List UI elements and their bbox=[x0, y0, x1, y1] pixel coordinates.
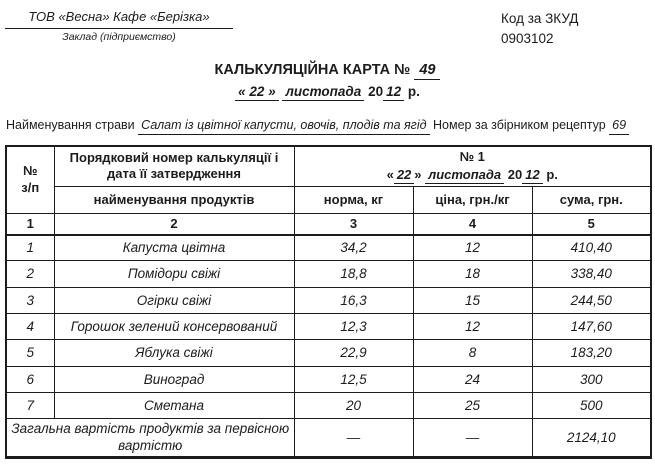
price-cell: 12 bbox=[413, 235, 532, 261]
price-cell: 8 bbox=[413, 340, 532, 366]
header-cell-row-number: № з/п bbox=[6, 146, 54, 214]
table-row bbox=[6, 261, 651, 287]
total-price-cell: — bbox=[413, 419, 532, 458]
header-cell-norm: норма, кг bbox=[294, 187, 413, 214]
column-index-1: 1 bbox=[6, 214, 54, 235]
sum-cell: 338,40 bbox=[532, 261, 651, 287]
header-cell-sum: сума, грн. bbox=[532, 187, 651, 214]
calc-date-day: 22 bbox=[394, 168, 414, 183]
column-index-row bbox=[6, 214, 651, 235]
date-day: 22 bbox=[249, 83, 265, 99]
product-cell: Сметана bbox=[54, 392, 294, 418]
norm-cell: 12,5 bbox=[294, 366, 413, 392]
product-cell: Виноград bbox=[54, 366, 294, 392]
dish-name: Салат із цвітної капусти, овочів, плодів та ягід bbox=[138, 119, 429, 135]
row-number-cell: 1 bbox=[6, 235, 54, 261]
column-index-5: 5 bbox=[532, 214, 651, 235]
row-number-cell: 6 bbox=[6, 366, 54, 392]
row-number-cell: 5 bbox=[6, 340, 54, 366]
product-cell: Яблука свіжі bbox=[54, 340, 294, 366]
total-label: Загальна вартість продуктів за первісною вартістю bbox=[6, 419, 294, 458]
sum-cell: 183,20 bbox=[532, 340, 651, 366]
calc-date-suffix: р. bbox=[546, 167, 558, 183]
date-year-prefix: 20 bbox=[368, 83, 384, 99]
row-number-cell: 7 bbox=[6, 392, 54, 418]
date-year: 12 bbox=[383, 85, 404, 101]
table-header-row-2 bbox=[6, 187, 651, 214]
norm-cell: 18,8 bbox=[294, 261, 413, 287]
row-number-cell: 3 bbox=[6, 287, 54, 313]
product-cell: Капуста цвітна bbox=[54, 235, 294, 261]
zkud-code-block bbox=[501, 8, 649, 49]
total-row bbox=[6, 419, 651, 458]
product-cell: Помідори свіжі bbox=[54, 261, 294, 287]
document-title bbox=[0, 62, 655, 80]
table-row bbox=[6, 287, 651, 313]
organization-block bbox=[5, 8, 233, 43]
document-title-text: КАЛЬКУЛЯЦІЙНА КАРТА № bbox=[214, 62, 411, 78]
sum-cell: 244,50 bbox=[532, 287, 651, 313]
calc-date-month: листопада bbox=[425, 168, 504, 183]
zkud-code-label: Код за ЗКУД bbox=[501, 11, 579, 26]
table-row bbox=[6, 392, 651, 418]
recipe-label: Номер за збірником рецептур bbox=[433, 117, 606, 132]
date-suffix: р. bbox=[407, 83, 420, 99]
sum-cell: 410,40 bbox=[532, 235, 651, 261]
sum-cell: 147,60 bbox=[532, 313, 651, 339]
product-cell: Горошок зелений консервований bbox=[54, 313, 294, 339]
total-norm-cell: — bbox=[294, 419, 413, 458]
header-cell-products: найменування продуктів bbox=[54, 187, 294, 214]
price-cell: 24 bbox=[413, 366, 532, 392]
calc-number: № 1 bbox=[459, 149, 485, 164]
calculation-table bbox=[5, 145, 652, 460]
dish-label: Найменування страви bbox=[6, 117, 135, 132]
sum-cell: 300 bbox=[532, 366, 651, 392]
row-number-cell: 2 bbox=[6, 261, 54, 287]
dish-line bbox=[0, 118, 655, 135]
zkud-code-value: 0903102 bbox=[501, 31, 554, 46]
table-header-row-1 bbox=[6, 146, 651, 187]
norm-cell: 34,2 bbox=[294, 235, 413, 261]
row-number-cell: 4 bbox=[6, 313, 54, 339]
column-index-2: 2 bbox=[54, 214, 294, 235]
price-cell: 15 bbox=[413, 287, 532, 313]
norm-cell: 20 bbox=[294, 392, 413, 418]
norm-cell: 16,3 bbox=[294, 287, 413, 313]
document-date-line bbox=[0, 84, 655, 101]
table-row bbox=[6, 313, 651, 339]
calc-date-line: « 22 » листопада 20 12 р. bbox=[386, 167, 558, 183]
calc-date-year: 12 bbox=[522, 168, 542, 183]
organization-caption: Заклад (підприємство) bbox=[62, 31, 176, 43]
header-cell-price: ціна, грн./кг bbox=[413, 187, 532, 214]
organization-name: ТОВ «Весна» Кафе «Берізка» bbox=[5, 8, 233, 29]
title-block bbox=[0, 62, 655, 101]
date-month: листопада bbox=[282, 85, 364, 101]
document-header bbox=[0, 0, 655, 49]
header-cell-calc-number-date bbox=[294, 146, 651, 187]
column-index-4: 4 bbox=[413, 214, 532, 235]
card-number: 49 bbox=[414, 63, 440, 80]
product-cell: Огірки свіжі bbox=[54, 287, 294, 313]
total-sum-cell: 2124,10 bbox=[532, 419, 651, 458]
calc-date-year-prefix: 20 bbox=[507, 167, 523, 183]
table-row bbox=[6, 340, 651, 366]
price-cell: 12 bbox=[413, 313, 532, 339]
price-cell: 18 bbox=[413, 261, 532, 287]
table-row bbox=[6, 366, 651, 392]
norm-cell: 22,9 bbox=[294, 340, 413, 366]
sum-cell: 500 bbox=[532, 392, 651, 418]
recipe-number: 69 bbox=[609, 119, 629, 135]
norm-cell: 12,3 bbox=[294, 313, 413, 339]
date-day-field: « 22 » bbox=[235, 85, 279, 101]
table-row bbox=[6, 235, 651, 261]
header-cell-calc-order: Порядковий номер калькуляції і дата її затвердження bbox=[54, 146, 294, 187]
price-cell: 25 bbox=[413, 392, 532, 418]
column-index-3: 3 bbox=[294, 214, 413, 235]
